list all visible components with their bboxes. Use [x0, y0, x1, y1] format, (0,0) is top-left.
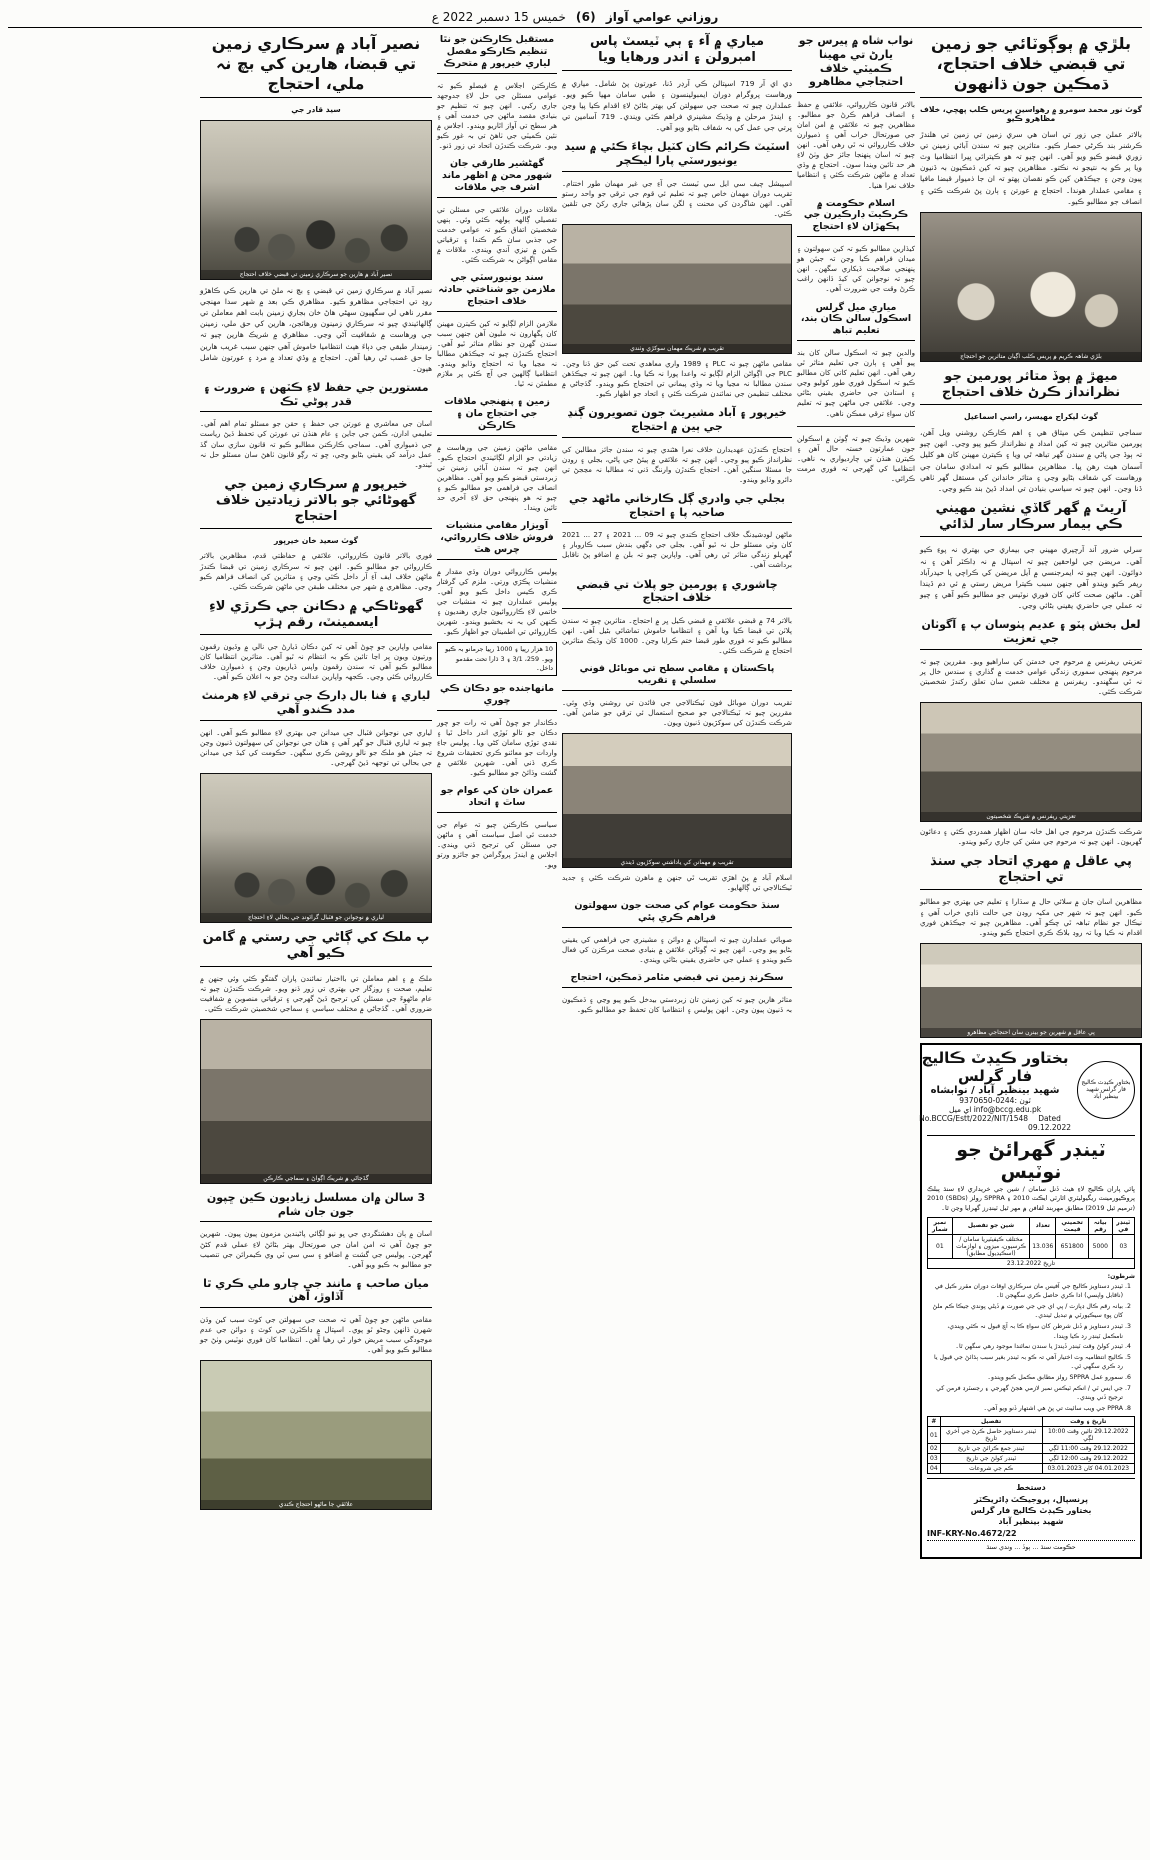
headline-cricket: اسلام حڪومت ۾ ڪرڪيٽ ڊارڪيرن جي پڪهڙان لاءِ احتجاج [797, 196, 915, 238]
photo-village-caption: علائقي جا ماڻهو احتجاج ڪندي [201, 1500, 431, 1509]
article-lecture-body: اسپيشل چيف سي ايل سي ٽيسٽ جي آءِ جي غير مهمان طور اختتام۔ تقريب دوران مهمان خاص چيو تہ تعليم ئي قوم جي ترقي جو واحد رستو آهي۔ انهن شاگردن کي محنت ۽ لگن سان پڙهائي جاري رکڻ جي تلقين ڪئي۔ [562, 178, 792, 218]
headline-lyari-football: لياري ۽ فنا بال ڊارڪ جي ترقي لاءِ هرمنٿ مدد ڪندو آهي [200, 687, 432, 721]
photo-village-protest [200, 1360, 432, 1510]
byline-khairpur-land: گوٽ سعيد خان خيرپور [273, 536, 359, 546]
headline-girls-school: مياري ميل گرلس اسڪول سالن ڪان بند، تعليم تباھ [797, 300, 915, 342]
article-three-years-violence-body: اسان ۾ ٻان دهشتگردي جي ڀو نيو لڳائي پاڻيندين مزمون پيون پيون۔ شهرين جو چوڻ آهي تہ امن امان جي صورتحال بهتر بڻائڻ لاءِ عملي قدم کڻڻ گهرجن۔ پوليس جي گشت ۾ اضافو ۽ سي سي ٽي وي ڪيمرائن جي تنصيب جو مطالبو بہ ڪيو ويو آهي۔ [200, 1229, 432, 1269]
tender-schedule-table [927, 1416, 1135, 1474]
article-narcotics-body: پوليس ڪارروائي دوران وڏي مقدار ۾ منشيات پڪڙي ورتي۔ ملزم کي گرفتار ڪري ڪيس داخل ڪيو ويو آهي۔ پوليس عملدارن چيو تہ منشيات جي خاتمي لاءِ ڪارروائيون جاري رهنديون ۽ ڪنهن کي بہ نہ بخشيو ويندو۔ شهرين ڪارروائي تي اطمينان جو اظهار ڪيو۔ [437, 566, 557, 637]
headline-balri: بلڙي ۾ ٻوڳوٽائي جو زمين تي قبضي خلاف احتجاج، ڌمڪين جون ڌانهون [920, 32, 1142, 98]
th-description: شين جو تفصيل [952, 1217, 1029, 1234]
article-health-facilities-body: مقامي ماڻهن جو چوڻ آهي تہ صحت جي سهولتن جي کوٽ سبب کين وڏن شهرن ڏانهن وڃڻو ٿو پوي۔ اسپتال ۾ ڊاڪٽرن جي کوٽ ۽ دوائن جي عدم موجودگي سبب مريض خوار ٿي رهيا آهن۔ انتظاميا کان فوري نوٽيس وٺڻ جو مطالبو ڪيو ويو آهي۔ [200, 1315, 432, 1355]
headline-imran-support: عمران خان کي عوام جو ساٿ ۽ اتحاد [437, 783, 557, 813]
article-ghotki-shops-body: مقامي واپارين جو چوڻ آهي تہ کين دڪان ڏيارڻ جي نالي ۾ وڏيون رقمون ورتيون ويون پر اڃا تائين ڪو بہ انتظام نہ ٿيو آهي۔ متاثرين انتظاميا کان مطالبو ڪيو آهي تہ سندن رقمون واپس ڏياريون وڃن ۽ ذميوارن خلاف ڪارروائي ڪئي وڃي۔ ڪجهہ واپارين عدالت وڃڻ جو بہ اعلان ڪيو آهي۔ [200, 642, 432, 682]
headline-nasirabad: نصير آباد ۾ سرڪاري زمين تي قبضا، هارين کي بچ نہ ملي، احتجاج [200, 32, 432, 98]
article-org-khairpur-body: ڪارڪنن اجلاس ۾ فيصلو ڪيو تہ عوامي مسئلن جي حل لاءِ جدوجهد جاري رکبي۔ انهن چيو تہ تنظيم جو بنيادي مقصد ماڻهن جي خدمت آهي ۽ هر سطح تي آواز اٿاريو ويندو۔ اجلاس ۾ نئين ڪميٽي جي ٺاهڻ تي بہ غور ڪيو ويو۔ شرڪت ڪندڙن اتحاد تي زور ڏنو۔ [437, 80, 557, 150]
headline-mobile-ceremony: پاڪستان ۽ مقامي سطح تي موبائل فوني سلسلي ۽ تقريب [562, 661, 792, 691]
article-school-followup: شهرين وڌيڪ چيو تہ ڳوٺن ۾ اسڪولن جون عمارتون خستہ حال آهن ۽ ڪيترن هنڌن تي چارديواري بہ ناهي۔ انتظاميا کي گهرجي تہ فوري مرمت ڪرائي۔ [797, 433, 915, 483]
ad-note: ڀائي پاران ڪاليج لاءِ هيٺ ڏنل سامان / شين جي خريداري لاءِ سنڌ پبلڪ پروڪيورمينٽ ريگيوليٽري اٿارٽي ايڪٽ 2010 ۽ SPPRA رولز (SBDs) 2010 (ترميم ٿيل 2019) مطابق مهربند لفافن ۾ مهر ٿيل ٽينڊرز گهرايا وڃن ٿا۔ [927, 1184, 1135, 1213]
photo-lyari-caption: لياري ۾ نوجوانن جو فٽبال گرائونڊ جي بحالي لاءِ احتجاج [201, 913, 431, 922]
masthead [8, 6, 1142, 28]
narcotics-penalty-box: 10 هزار رپيا ۽ 1000 رپيا جرمانو بہ ڪيو ويو۔ 259، 3/1 ۽ 3 ڌارا تحت مقدمو داخل۔ [437, 642, 557, 676]
photo-leaders-meeting [200, 1019, 432, 1184]
list-item: 4. ٽينڊر کولڻ وقت ٽينڊر ڏيندڙ يا سندن نمائندا موجود رهي سگهن ٿا۔ [927, 1342, 1123, 1352]
signatory-line3: شهيد بينظير آباد [998, 1517, 1064, 1527]
article-plc-body: مقامي ماڻهن چيو تہ PLC ۽ 1989 واري معاهدي تحت کين حق ڏنا وڃن۔ PLC جي اڳواڻن الزام لڳايو تہ واعدا پورا نہ ڪيا ويا۔ انهن چيو تہ جيڪڏهن سندن مطالبا نہ مڃيا ويا تہ وڏي پيماني تي احتجاج ڪيو ويندو۔ گڏجاڻي ۾ مختلف تنظيمن جي نمائندن شرڪت ڪئي ۽ اتحاد جو اظهار ڪيو۔ [562, 358, 792, 398]
column-4 [797, 32, 915, 1850]
inf-number: INF-KRY-No.4672/22 [927, 1529, 1017, 1539]
photo-ceremony-guests [562, 224, 792, 354]
article-plot-occupation-body: بالاتر 74 ۾ قبضي علائقي ۾ قبضي ڪيل ڀر ۾ احتجاج۔ متاثرين چيو تہ سندن پلاٽن تي قبضا ڪيا ويا آهن ۽ انتظاميا خاموش تماشائي بڻيل آهي۔ انهن مطالبو ڪيو تہ فوري طور قبضا ختم ڪرايا وڃن۔ 1000 کان وڌيڪ متاثرين احتجاج ۾ شرڪت ڪئي۔ [562, 616, 793, 656]
headline-state-crime-lecture: اسٽيٽ ڪرائم ڪان کٽيل بچاءَ ڪئي ۾ سيد يونيورسٽي پارا ليڪچر [562, 138, 792, 172]
signatory-line2: بختاور ڪيڊٽ ڪاليج فار گرلس [970, 1505, 1092, 1515]
article-condolence-body: شرڪت ڪندڙن مرحوم جي اهل خانہ سان اظهار همدردي ڪئي ۽ دعائون گهريون۔ انهن چيو تہ مرحوم جي مشن کي جاري رکيو ويندو۔ [920, 826, 1142, 846]
td-schedule-datetime: 29.12.2022 وقت 11:00 لڳي [1042, 1444, 1134, 1454]
td-schedule-datetime: 29.12.2022 تائين وقت 10:00 لڳي [1042, 1427, 1134, 1444]
article-imran-support-body: سياسي ڪارڪنن چيو تہ عوام جي خدمت ئي اصل سياست آهي ۽ ماڻهن جي مسئلن کي ترجيح ڏني ويندي۔ اجلاس ۾ ايندڙ پروگرامن جو جائزو ورتو ويو۔ [437, 819, 557, 870]
headline-electricity: بجلي جي وادري ڳل ڪارخاني ماڻهد جي صاحبہ پا ۽ احتجاج [562, 490, 792, 524]
article-ambulance-body: دي اي آر 719 اسپتالن ڪي آرڊر ڏنا، عورتون پڻ شامل۔ مياري ۾ ورهاست پروگرام دوران ايمبولينسون ۽ طبي سامان مهيا ڪيو ويو۔ عملدارن چيو تہ صحت جي سهولتن کي بهتر بڻائڻ لاءِ اقدام ڪيا پيا وڃن ۽ ايندڙ مرحلن ۾ وڌيڪ مشينري فراهم ڪئي ويندي۔ 719 آسامين تي ڀرتي جي عمل کي بہ شفاف بڻايو ويو آهي۔ [562, 78, 792, 132]
headline-sindh-health: سنڌ حڪومت عوام کي صحت جون سهولتون فراهم ڪري پئي [562, 898, 792, 928]
article-islamabad-body: اسلام آباد ۾ پڻ اهڙي تقريب ٿي جنهن ۾ ماهرن شرڪت ڪئي ۽ جديد ٽيڪنالاجي تي ڳالهايو۔ [562, 873, 792, 893]
ad-signatory [927, 1478, 1135, 1527]
schedule-header-row [928, 1417, 1135, 1427]
ad-header [919, 1048, 1135, 1136]
photo-condolence-caption: تعزيتي ريفرنس ۾ شريڪ شخصيتون [921, 812, 1141, 821]
article-shop-theft-body: دڪاندار جو چوڻ آهي تہ رات جو چور دڪان جو تالو ٽوڙي اندر داخل ٿيا ۽ نقدي توڙي سامان کڻي ويا۔ پوليس جاءِ واردات جو معائنو ڪري تحقيقات شروع ڪري ڏني آهي۔ شهرين علائقي ۾ گشت وڌائڻ جو مطالبو ڪيو۔ [437, 717, 557, 778]
list-item: 8. PPRA جي ويب سائيٽ تي پڻ هي اشتهار ڏنو ويو آهي۔ [927, 1404, 1123, 1414]
photo-meeting-caption: گڏجاڻي ۾ شريڪ اڳواڻ ۽ سماجي ڪارڪن [201, 1174, 431, 1183]
list-item: 1. ٽينڊر دستاويز ڪاليج جي آفيس مان سرڪاري اوقات دوران مقرر ڪيل في (ناقابل واپسي) ادا ڪري حاصل ڪري سگهجن ٿا۔ [927, 1282, 1123, 1301]
td-schedule-detail: ٽينڊر جمع ڪرائڻ جي تاريخ [940, 1444, 1042, 1454]
article-pir-aqil-body: مظاهرين اسان جان ۾ سلائي حال ۾ سڌارا ۽ تعليم جي بهتري جو مطالبو ڪيو۔ انهن چيو تہ شهر جي مکيہ روڊن جي حالت ڏاڍي خراب آهي ۽ نيڪال جو نظام تباهہ ٿي چڪو آهي۔ مظاهرين چيو تہ جيڪڏهن فوري اقدام نہ ڪيا ويا تہ روڊ بلاڪ ڪري احتجاج ڪيو ويندو۔ [920, 897, 1142, 937]
th-quantity: تعداد [1030, 1217, 1056, 1234]
page-columns [8, 32, 1142, 1850]
list-item: 6. سمورو عمل SPPRA رولز مطابق مڪمل ڪيو ويندو۔ [927, 1373, 1123, 1383]
ad-footer-note: حڪومت سنڌ ... ٻوڏ ... وندي سنڌ [986, 1543, 1076, 1552]
td-schedule-serial: 01 [928, 1427, 941, 1444]
article-women-protection-body: اسان جي معاشري ۾ عورتن جي حفظ ۽ حقن جو مسئلو تمام اهم آهي۔ تعليمي ادارن، ڪمن جي جاين ۽ عام هنڌن تي عورتن کي تحفظ ڏيڻ رياست جي ذميواري آهي۔ سماجي ڪارڪنن مطالبو ڪيو تہ قانون سازي سان گڏ عمل درآمد کي يقيني بڻايو وڃي، ڇو تہ رڳو قانون ٺاهڻ سان مسئلو حل نہ ٿيندو۔ [200, 419, 432, 469]
table-row [928, 1258, 1135, 1268]
photo-nasirabad-protest [200, 120, 432, 280]
college-logo-text: بختاور ڪيڊٽ ڪاليج فار گرلس شهيد بينظير آباد [1081, 1079, 1131, 1100]
td-estimated-cost: 651800 [1056, 1234, 1089, 1258]
headline-university-employees: سند يونيورسٽي جي ملازمن جو شناختي حادثہ خلاف احتجاج [437, 270, 557, 312]
ad-terms [927, 1272, 1135, 1414]
masthead-title: روزاني عوامي آواز [605, 9, 719, 24]
th-serial: نمبر شمار [928, 1217, 953, 1234]
td-schedule-datetime: 04.01.2023 کان 03.01.2023 [1042, 1464, 1134, 1474]
headline-pir-aqil: پي عاقل ۾ مهري اتحاد جي سنڌ تي احتجاج [920, 852, 1142, 891]
table-row [928, 1444, 1135, 1454]
td-schedule-serial: 02 [928, 1444, 941, 1454]
ad-ref-no: No.BCCG/Estt/2022/NIT/1548 [919, 1113, 1029, 1123]
table-row [928, 1454, 1135, 1464]
tender-table-header-row [928, 1217, 1135, 1234]
column-2 [437, 32, 557, 1850]
table-row [928, 1427, 1135, 1444]
ad-terms-title: شرطون: [1107, 1272, 1135, 1280]
photo-pir-aqil-protest [920, 943, 1142, 1038]
headline-health-facilities: ميان صاحب ۽ مانند جي چارو ملي ڪري ٿا آڏاوڙ، آهن [200, 1275, 432, 1309]
headline-ghotki-shops: گهوٹاڪي ۾ دڪانن جي ڪرڙي لاءِ ايسمينٽ، رقم ہڙپ [200, 597, 432, 636]
article-sakrand-land-body: متاثر هارين چيو تہ کين زمينن تان زبردستي بيدخل ڪيو پيو وڃي ۽ ڌمڪيون بہ ڏنيون پيون وڃن۔ انهن پوليس ۽ انتظاميا کان تحفظ جو مطالبو ڪيو۔ [562, 995, 792, 1015]
td-serial: 01 [928, 1234, 953, 1258]
th-earnest-money: بيانہ رقم [1089, 1217, 1113, 1234]
list-item: 7. جي ايس ٽي / انڪم ٽيڪس نمبر لازمي هجڻ گهرجي ۽ رجسٽرڊ فرمن کي ترجيح ڏني ويندي۔ [927, 1384, 1123, 1403]
photo-balri-protest [920, 212, 1142, 362]
th-schedule-detail: تفصيل [940, 1417, 1042, 1427]
ad-email[interactable]: info@bccg.edu.pk اي ميل [949, 1104, 1042, 1114]
tender-items-table [927, 1217, 1135, 1269]
byline-balri: گوٽ نور محمد سومرو ۾ رهواسين پريس ڪلب پهچي، خلاف مظاهرو ڪيو [920, 105, 1142, 123]
th-tender-fee: ٽينڊر في [1112, 1217, 1134, 1234]
column-1 [200, 32, 432, 1850]
photo-balri-caption: بلڙي شاهہ ڪريم ۾ پريس ڪلب اڳيان متاثرين جو احتجاج [921, 352, 1141, 361]
headline-country-progress: پ ملڪ کي ڳاڻي جي رستي ۾ گامن ڪيو آهي [200, 928, 432, 967]
headline-land-protest-small: زمين ۽ پنهنجي ملاقات جي احتجاج مان ۽ ڪارڪن [437, 394, 557, 436]
headline-khairpur-land: خيرپور ۾ سرڪاري زمين جي گهوٹائي جو بالاتر زيادتين خلاف احتجاج [200, 475, 432, 530]
ad-phone: ٽون :0244-9370650 [959, 1095, 1031, 1105]
td-schedule-serial: 03 [928, 1454, 941, 1464]
headline-sakrand-land: سڪرنڊ زمين تي قبضي مٿامر ڌمڪين، احتجاج [562, 970, 792, 988]
byline-mehar: گوٽ ليکراج مهيسر، راسي اسماعيل [964, 412, 1098, 422]
signatory-line1: پرنسپال، پروجيڪٽ ڊائريڪٽر [973, 1494, 1089, 1504]
td-schedule-serial: 04 [928, 1464, 941, 1474]
td-schedule-detail: ٽينڊر کولڻ جي تاريخ [940, 1454, 1042, 1464]
column-5 [920, 32, 1142, 1850]
article-mobile-ceremony-body: تقريب دوران موبائل فون ٽيڪنالاجي جي فائدن تي روشني وڌي وئي۔ مقررين چيو تہ ٽيڪنالاجي جو صحيح استعمال ئي ترقي جو ضامن آهي۔ شرڪت ڪندڙن کي سوکڙيون ڏنيون ويون۔ [562, 698, 792, 728]
headline-mehar: ميهڙ ۾ ٻوڏ متاثر پورمين جو نظرانداز ڪرڻ خلاف احتجاج [920, 367, 1142, 406]
headline-laal-bux: لعل بخش پٽو ۽ عديم پٺوسان پ ۽ آگوٺان جي تعزيت [920, 616, 1142, 650]
byline-nasirabad: سيد قادر جي [291, 105, 341, 114]
list-item: 3. ٽينڊر دستاويز ۾ ڏنل شرطن کان سواءِ ڪا بہ آڇ قبول نہ ڪئي ويندي، نامڪمل ٽينڊر رد ڪيا ويندا۔ [927, 1322, 1123, 1341]
article-khairpur-land-body: فوري بالاتر قانون ڪارروائي، علائقي ۾ حفاظتي قدم، مظاهرين بالاتر ڪارروائي جو مطالبو ڪيو۔ انهن چيو تہ سرڪاري زمينن تي قبضا ڪندڙ ماڻهن خلاف ايف آءِ آر داخل ڪئي وڃي ۽ متاثرين کي انصاف فراهم ڪيو وڃي۔ مظاهري ۾ شهر جي مختلف طبقن جي ماڻهن شرڪت ڪئي۔ [200, 551, 432, 591]
article-meeting-ashraf-body: ملاقات دوران علائقي جي مسئلن تي تفصيلي ڳالهہ ٻولهہ ڪئي وئي۔ ٻنهي شخصيتن اتفاق ڪيو تہ عوامي خدمت جي جذبي سان ڪم ڪندا ۽ ترقياتي ڪمن ۾ تيزي آندي ويندي۔ ملاقات ۾ مقامي اڳواڻن بہ شرڪت ڪئي۔ [437, 204, 557, 264]
article-electricity-body: ماڻهن لوڊشيڊنگ خلاف احتجاج ڪندي چيو تہ 09 ... 2021 ۽ 27 ... 2021 کان وٺي مسئلو حل نہ ٿيو آهي۔ بجلي جي ڊگهي بندش سبب ڪاروبار ۽ گهريلو زندگي متاثر ٿي رهي آهي۔ واپارين چيو تہ بلن ۾ اضافو پڻ ناقابل برداشت آهي۔ [562, 530, 793, 570]
signatory-label: دستخط [1016, 1483, 1046, 1493]
photo-nasirabad-caption: نصير آباد ۾ هارين جو سرڪاري زمينن تي قبضي خلاف احتجاج [201, 270, 431, 279]
article-cricket-body: کيڏارين مطالبو ڪيو تہ کين سهولتون ۽ ميدان فراهم ڪيا وڃن تہ جيئن هو پنهنجي صلاحيت ڏيکاري سگهن۔ انهن چيو تہ نوجوانن کي کيڏ ڏانهن راغب ڪرڻ وقت جي ضرورت آهي۔ [797, 244, 915, 294]
article-nawabshah-body: بالاتر قانون ڪارروائي، علائقي ۾ حفظ ۽ انصاف فراهم ڪرڻ جو مطالبو۔ مظاهرين چيو تہ علائقي ۾ امن امان جي صورتحال خراب آهي ۽ ذميوارن خلاف ڪارروائي نہ ٿي رهي آهي۔ انهن چيو تہ اسان پنهنجا جائز حق وٺڻ لاءِ هر حد تائين ويندا سون۔ احتجاج ۾ وڏي تعداد ۾ ماڻهن شرڪت ڪئي ۽ انتظاميا خلاف نعرا هنيا۔ [797, 100, 915, 190]
photo-ceremony-caption: تقريب ۾ شريڪ مهمان سوکڙي وٺندي [563, 344, 791, 353]
th-schedule-datetime: تاريخ ۽ وقت [1042, 1417, 1134, 1427]
headline-org-khairpur: مستقبل ڪارڪنن جو نٿا تنظيم ڪارڪو مفصل لياري خيرپور ۾ متحرڪ [437, 32, 557, 74]
photo-condolence-reference [920, 702, 1142, 822]
photo-lyari-youth [200, 773, 432, 923]
list-item: 5. ڪاليج انتظاميہ وٽ اختيار آهي تہ ڪو بہ ٽينڊر بغير سبب ٻڌائڻ جي قبول يا رد ڪري سگهي ٿي۔ [927, 1353, 1123, 1372]
td-tender-fee: 03 [1112, 1234, 1134, 1258]
ad-dated: Dated 09.12.2022 [1028, 1113, 1071, 1132]
ad-org-location: شهيد بينظير آباد / نوابشاه [930, 1084, 1060, 1096]
college-logo [1077, 1061, 1135, 1119]
article-country-progress-body: ملڪ ۾ ۽ اهم معاملن تي بااختيار نمائندن پاران گفتگو ڪئي وئي جنهن ۾ تعليم، صحت ۽ روزگار جي بهتري تي زور ڏنو ويو۔ شرڪت ڪندڙن چيو تہ عام ماڻهوءَ جي مسئلن کي ترجيح ڏيڻ گهرجي ۽ ترقياتي منصوبن ۾ شفافيت ضروري آهي۔ گڏجاڻي ۾ مختلف سياسي ۽ سماجي شخصيتن شرڪت ڪئي۔ [200, 973, 432, 1013]
article-girls-school-body: والدين چيو تہ اسڪول سالن کان بند پيو آهي ۽ ٻارن جي تعليم متاثر ٿي رهي آهي۔ انهن تعليم کاتي کان مطالبو ڪيو تہ اسڪول فوري طور کوليو وڃي ۽ استادن جي حاضري يقيني بڻائي وڃي۔ علائقي جي ماڻهن چيو تہ تعليم کان سواءِ ترقي ممڪن ناهي۔ [797, 348, 915, 418]
divider [927, 1540, 1135, 1541]
article-lyari-football-body: لياري جي نوجوانن فٽبال جي ميدانن جي بهتري لاءِ مطالبو ڪيو آهي۔ انهن چيو تہ لياري فٽبال جو گهر آهي ۽ هتان جي نوجوانن کي سهولتون ڏنيون وڃن تہ جيئن هو ملڪ جو نالو روشن ڪري سگهن۔ حڪومت کي کيڏ جي ميدانن جي بحالي تي توجهہ ڏيڻ گهرجي۔ [200, 727, 432, 768]
headline-plot-occupation: چاشوري ۽ پورمين جو پلاٽ تي قبضي خلاف احتجاج [562, 576, 792, 610]
ad-org-name: بختاور ڪيڊٽ ڪاليج فار گرلس [921, 1048, 1069, 1085]
headline-three-years-violence: 3 سالن ۾ان مسلسل زياديون ڪين ڇپون جون جان شام [200, 1189, 432, 1223]
article-university-employees-body: ملازمن الزام لڳايو تہ کين ڪيترن مهينن کان پگهارون نہ مليون آهن جنهن سبب سندن گهرن جو نظام متاثر ٿيو آهي۔ احتجاج ڪندڙن چيو تہ جيڪڏهن مطالبا نہ مڃيا ويا تہ احتجاج وڌايو ويندو۔ انتظاميا ڳالهين جي آڇ ڪئي پر ملازم مطمئن نہ ٿيا۔ [437, 318, 557, 389]
ad-tender-title: ٽينڊر گهرائڻ جو نوٽيس [956, 1138, 1106, 1183]
article-ariyat-body: سرلي ضرور آند آرچيري مهيني جي بيماري حي بهتري نہ پوءِ ڪيو آهي۔ مريضن جي لواحقين چيو تہ اسپتال ۾ نہ ڊاڪٽر آهن ۽ نہ دوائون۔ انهن چيو تہ ايمرجنسي ۾ آيل مريضن کي ڪراچي يا حيدرآباد ريفر ڪيو ويندو آهي جنهن سبب ڪيترا مريض رستي ۾ ئي دم ڏيندا آهن۔ ماڻهن صحت کاتي کان فوري نوٽيس جو مطالبو ڪيو آهي ۽ چيو تہ عملي جي حاضري يقيني بڻائي وڃي۔ [920, 545, 1142, 610]
ad-title-block [919, 1049, 1071, 1132]
td-schedule-detail: ڪم جي شروعات [940, 1464, 1042, 1474]
column-3 [562, 32, 792, 1850]
td-earnest-money: 5000 [1089, 1234, 1113, 1258]
article-nasirabad-body: نصير آباد ۾ سرڪاري زمين تي قبضي ۽ بچ نہ ملڻ تي هارين ڪي ڪاهڙو روڊ تي احتجاجي مظاهرو ڪيو۔ مظاهري ڪي بعد ۾ شهر سدا مهنجي مقرر ناهي لي سگهيون سهڻي هاڻ خان بجاري زمينن بابت اهم معاملن تي ڳالهائيندي چيو تہ سرڪاري زمينون ورهائجن، هارين کي حق ملي، زمينن جي ورهاست ۾ شفافيت آڻي وڃي۔ مظاهري ۾ شريڪ هارين چيو تہ زميندار طبقي جي دٻاءَ هيٺ انتظاميا خاموش آهي جنهن سبب غريب هارين جا حق غصب ٿي رهيا آهن۔ احتجاج ۾ وڏي تعداد ۾ مرد ۽ عورتون شامل هيون۔ [200, 286, 432, 373]
headline-meeting-ashraf: گهٹشير طارقي جان شهور محن ۾ اظهر ماند اشرف جي ملاقات [437, 156, 557, 198]
photo-award-ceremony [562, 733, 792, 868]
table-row [928, 1464, 1135, 1474]
td-quantity: 13.036 [1030, 1234, 1056, 1258]
headline-women-protection: مستورين جي حفظ لاءِ ڪٽهن ۽ ضرورت ۽ قدر پوڻي ٿڪ [200, 379, 432, 413]
td-table-date: تاريخ 23.12.2022 [928, 1258, 1135, 1268]
headline-shop-theft: مانهاجنده جو دڪان ڪي چوري [437, 681, 557, 711]
th-schedule-serial: # [928, 1417, 941, 1427]
article-sindh-health-body: صوبائي عملدارن چيو تہ اسپتالن ۾ دوائن ۽ مشينري جي فراهمي کي يقيني بڻايو پيو وڃي۔ انهن چيو تہ ڳوٺاڻن علائقن ۾ بنيادي صحت مرڪزن کي فعال ڪيو ويندو ۽ عملي جي حاضري يقيني بڻائي ويندي۔ [562, 935, 792, 965]
td-schedule-datetime: 29.12.2022 وقت 12:00 لڳي [1042, 1454, 1134, 1464]
photo-award-caption: تقريب ۾ مهمانن کي ياداشتي سوکڙيون ڏيندي [563, 858, 791, 867]
td-schedule-detail: ٽينڊر دستاويز حاصل ڪرڻ جي آخري تاريخ [940, 1427, 1042, 1444]
headline-ariyat: آريٽ ۾ گهر گاڏي نشين مهيني ڪي بيمار سرڪار سار لڌائي [920, 499, 1142, 538]
headline-nawabshah: نواب شاه ۾ پيرس جو يارڻ تي مهينا ڪميٽي خلاف احتجاجي مظاهرو [797, 32, 915, 93]
headline-khairpur-municipality: خيرپور ۽ آباد مشيريٽ جون تصويرون ڳنڍ جي ٻين ۾ احتجاج [562, 404, 792, 438]
divider [797, 426, 915, 427]
article-mehar-body: سماجي تنظيمن ڪي ميثاق ھي ۽ اهم ڪارڪن روشني ويل آهن، پورمين متاثرين چيو تہ کين امداد ۾ نظرانداز ڪيو پيو وڃي۔ انهن چيو تہ ٻوڏ جي پاڻي ۾ سندن گهر تباهہ ٿي ويا ۽ ڪيترن مهينن کان هو کليل آسمان هيٺ رهن پيا۔ مظاهرين مطالبو ڪيو تہ امدادي سامان جي ورهاست کي شفاف بڻايو وڃي ۽ متاثر خاندانن کي مستقل گهر ٺاهي ڏنا وڃن۔ انهن چيو تہ سياسي بنيادن تي امداد ڏيڻ بند ڪيو وڃي۔ [920, 428, 1142, 493]
article-laal-bux-body: تعزيتي ريفرنس ۾ مرحوم جي خدمتن کي ساراهيو ويو۔ مقررين چيو تہ مرحوم پنهنجي سموري زندگي عوامي خدمت ۾ گذاري ۽ سندس خال پر نہ ٿي سگهندو۔ ريفرنس ۾ مختلف شعبن سان تعلق رکندڙ شخصيتن شرڪت ڪئي۔ [920, 656, 1142, 696]
th-estimated-cost: تخميني قيمت [1056, 1217, 1089, 1234]
tender-advertisement [920, 1043, 1142, 1559]
headline-ambulance: مياري ۾ آء ۽ ٻي ٽيسٽ پاس امبرولن ۽ اندر ورهايا ويا [562, 32, 792, 71]
masthead-issue: (6) [575, 9, 596, 24]
headline-narcotics: آويزار مقامي منشيات فروش خلاف ڪارروائي، چرس ھٿ [437, 518, 557, 560]
table-row [928, 1234, 1135, 1258]
article-land-protest-small-body: مقامي ماڻهن زمينن جي ورهاست ۾ زيادتي جو الزام لڳائيندي احتجاج ڪيو۔ انهن چيو تہ سندن آبائي زمينن تي زبردستي قبضو ڪيو ويو آهي۔ مظاهرين انصاف جي فراهمي جو مطالبو ڪيو ۽ چيو تہ هو پنهنجي حق لاءِ آخري حد تائين ويندا۔ [437, 442, 557, 513]
photo-pir-aqil-caption: پي عاقل ۾ شهرين جو بينرن سان احتجاجي مظاهرو [921, 1028, 1141, 1037]
masthead-date: خميس 15 دسمبر 2022 ع [431, 9, 566, 24]
list-item: 2. بيانہ رقم ڪال ڊپازٽ / پي اي جي جي صورت ۾ ڏيڻي پوندي جيڪا ڪم ملڻ کان پوءِ سيڪيورٽي ۾ تبديل ٿيندي۔ [927, 1302, 1123, 1321]
article-khairpur-municipality-body: احتجاج ڪندڙن عهديدارن خلاف نعرا هڻندي چيو تہ سندن جائز مطالبن کي نظرانداز ڪيو پيو وڃي۔ انهن چيو تہ علائقي ۾ پيئڻ جي پاڻي، بجلي ۽ روڊن جا مسئلا سنگين آهن۔ احتجاج ڪندڙن وارننگ ڏني تہ مطالبا نہ مڃجڻ تي دائرو وڌايو ويندو۔ [562, 444, 792, 484]
article-balri-body: بالاتر عملن جي زور تي اسان هي سري زمين تي زمين تي هلندڙ ڪرشنر بند ڪرڻي حصار ڪيو۔ متاثرين چيو تہ سندن آبائي زمينن تي زوري قبضو ڪيو ويو آهي۔ انهن چيو تہ هو ڪيترائي ڀيرا انتظاميا وٽ ويا پر ڪو بہ نتيجو نہ نڪتو۔ مظاهرين چيو تہ کين ڌمڪيون بہ ڏنيون پيون وڃن ۽ جيڪڏهن کين ڪو نقصان پهتو تہ ان جا ذميوار قبضا مافيا ۽ مقامي عملدار هوندا۔ احتجاج ۾ عورتن ۽ ٻارن پڻ شرڪت ڪئي ۽ انصاف جو مطالبو ڪيو۔ [920, 130, 1142, 206]
td-description: مختلف ڪيفيٽيريا سامان / ڪرسيون، ميزون ۽ لوازمات (اسڪيڊيول مطابق) [952, 1234, 1029, 1258]
